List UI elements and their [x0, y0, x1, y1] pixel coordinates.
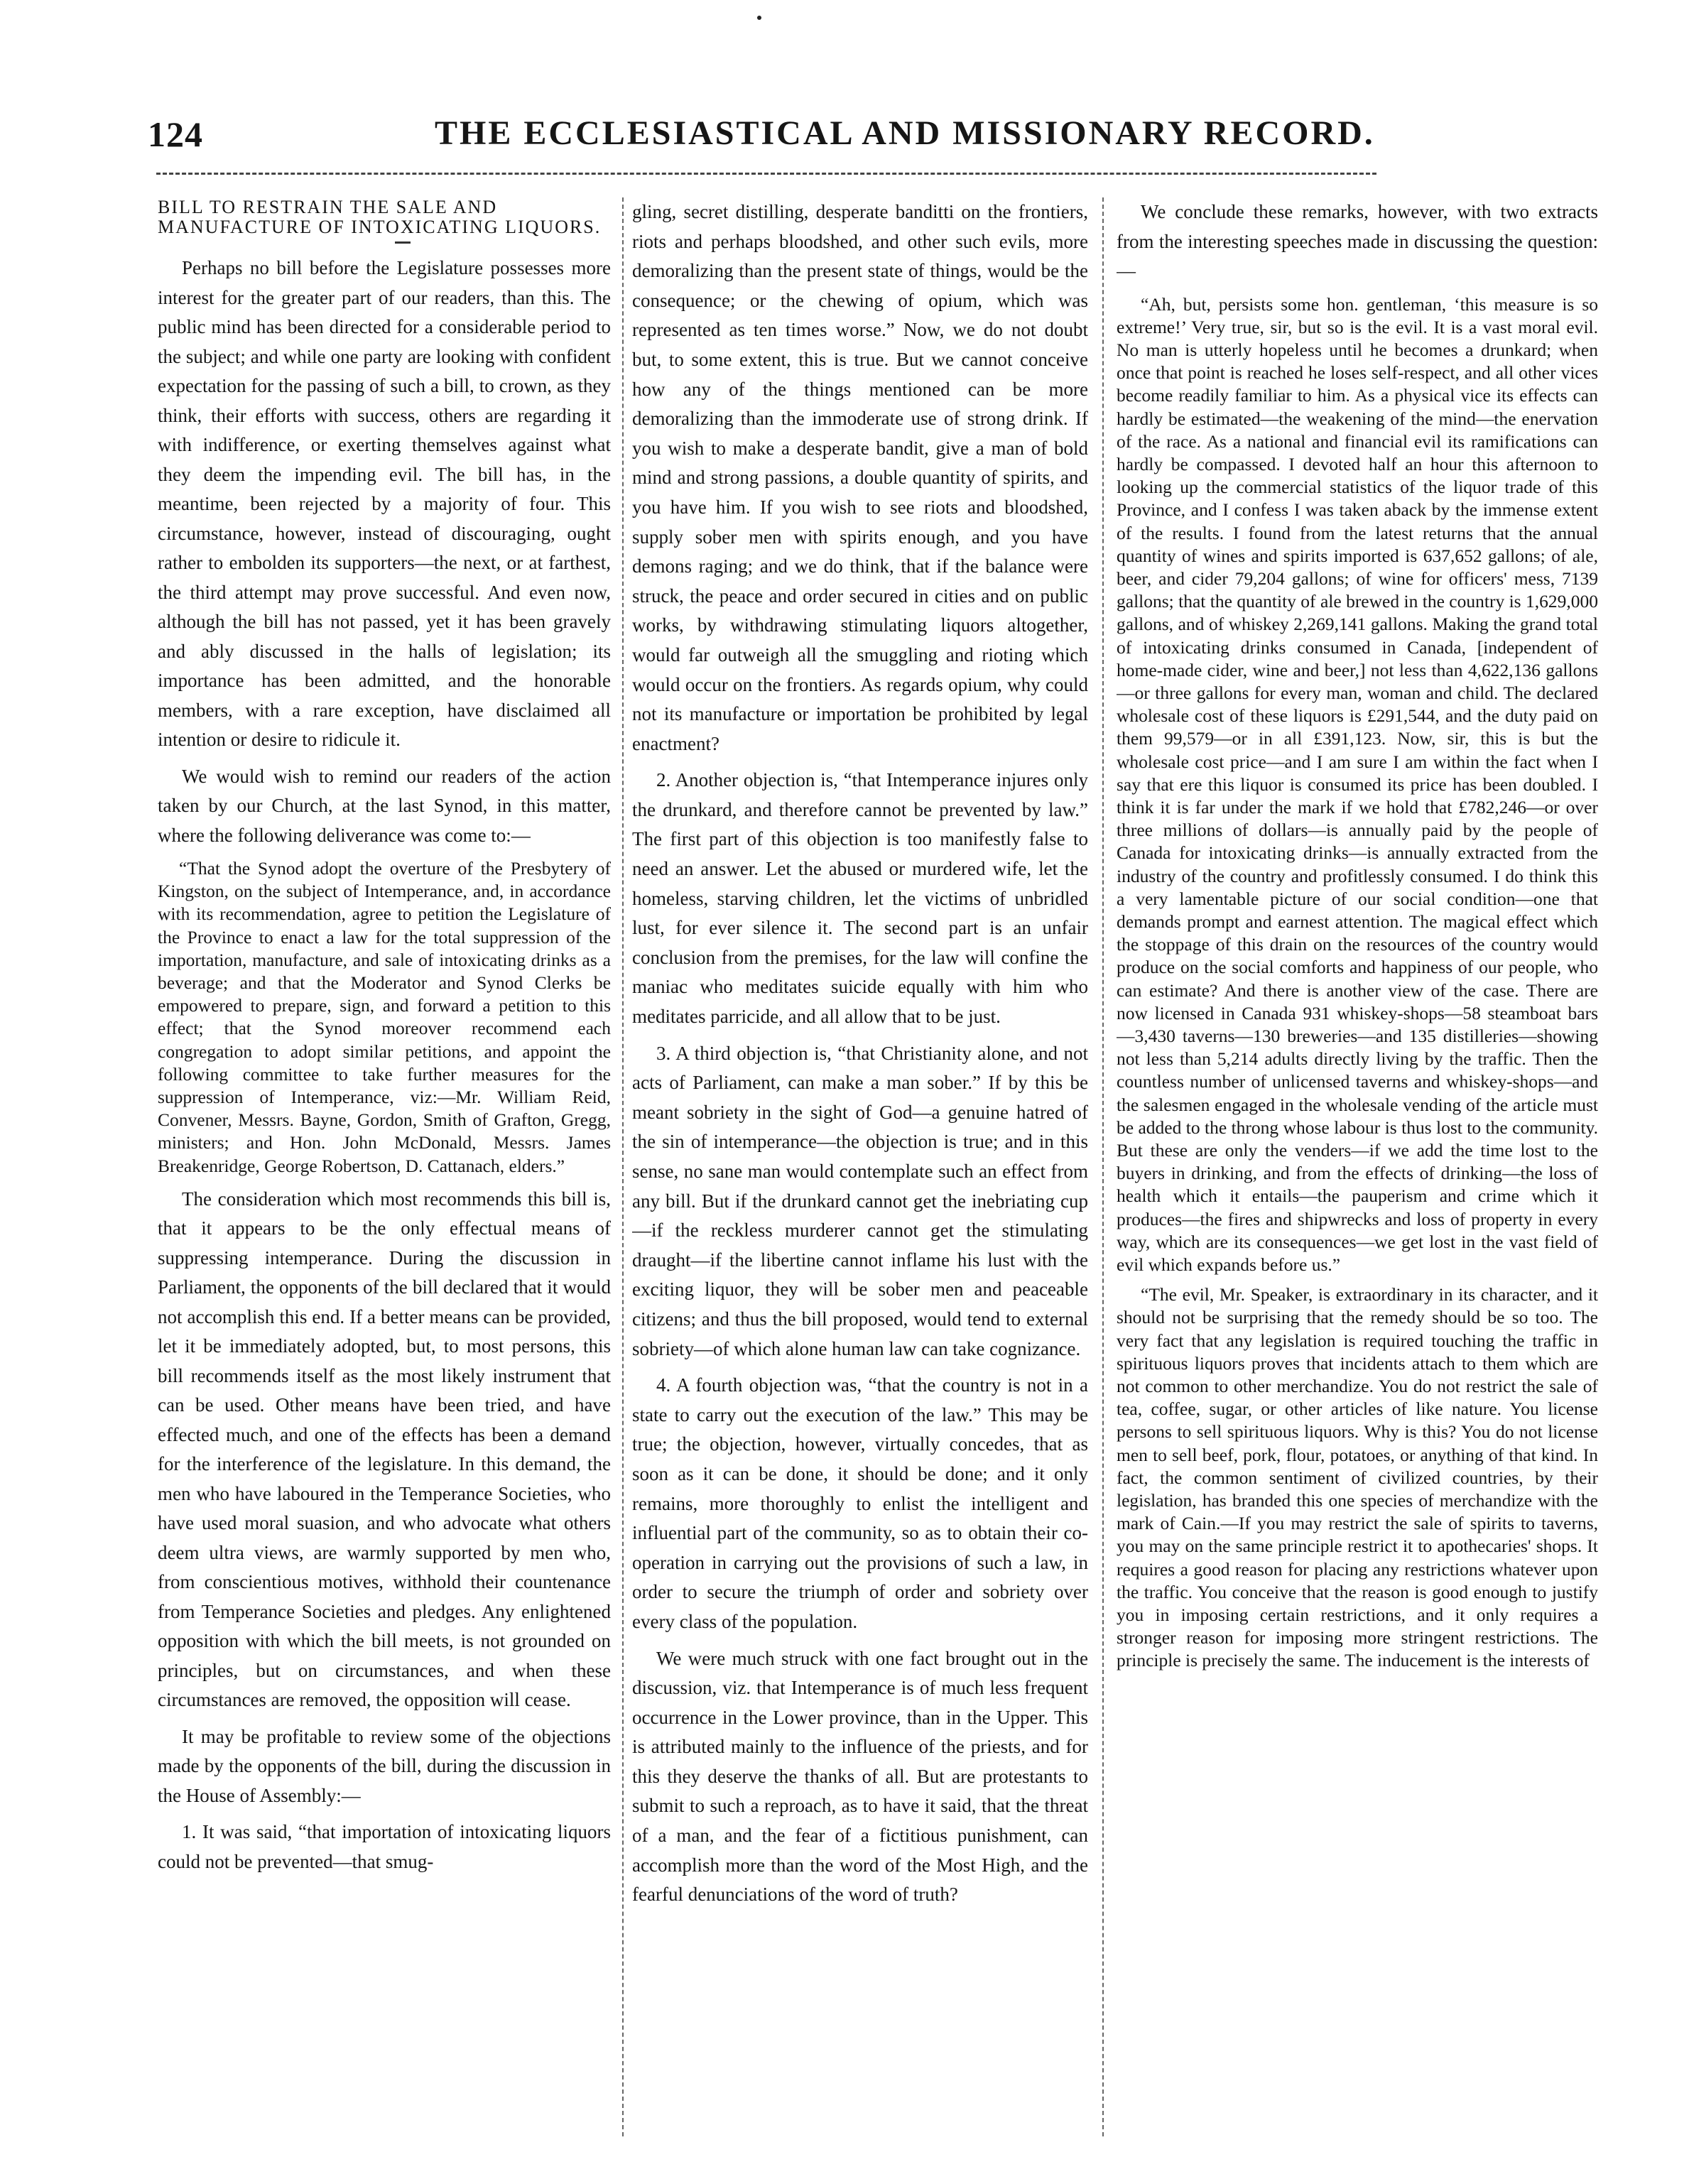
column-3 — [1117, 197, 1598, 2144]
column-rule — [1102, 197, 1104, 2136]
quote-paragraph: “Ah, but, persists some hon. gentleman, ‘this measure is so extreme!’ Very true, sir, but so is the evil. It is a vast moral evil. No man is utterly hopeless until he becomes a drunkard; when once that point is reached he loses self-respect, and all other vices become readily familiar to him. As a physical vice its effects can hardly be estimated—the weakening of the mind—the enervation of the race. As a national and financial evil its ramifications can hardly be compassed. I devoted half an hour this afternoon to looking up the commercial statistics of the liquor trade of this Province, and I confess I was taken aback by the immense extent of the results. I found from the latest returns that the annual quantity of wines and spirits imported is 637,652 gallons; of ale, beer, and cider 79,204 gallons; of wine for officers' mess, 7139 gallons; that the quantity of ale brewed in the country is 1,629,000 gallons, and of whiskey 2,269,141 gallons. Making the grand total of intoxicating drinks consumed in Canada, [independent of home-made cider, wine and beer,] not less than 4,622,136 gallons—or three gallons for every man, woman and child. The declared wholesale cost of these liquors is £291,544, and the duty paid on them 99,579—or in all £391,123. Now, sir, this is but the wholesale cost price—and I am sure I am within the fact when I say that ere this liquor is consumed its price has been doubled. I think it is far under the mark if we hold that £782,246—or over three millions of dollars—is annually paid by the people of Canada for intoxicating drinks—is annually extracted from the industry of the country and profitlessly consumed. I do think this a very lamentable picture of our social condition—one that demands prompt and earnest attention. The magical effect which the stoppage of this drain on the resources of the country would produce on the social comforts and happiness of our people, who can estimate? And there is another view of the case. There are now licensed in Canada 931 whiskey-shops—58 steamboat bars—3,430 taverns—130 breweries—and 135 distilleries—showing not less than 5,214 adults directly living by the traffic. Then the countless number of unlicensed taverns and whiskey-shops—and the salesmen engaged in the wholesale vending of the article must be added to the throng whose labour is thus lost to the community. But these are only the venders—if we add the time lost to the buyers in drinking, and from the effects of drinking—the loss of health which it entails—the pauperism and crime which it produces—the fires and shipwrecks and loss of property in every way, which are its consequences—we get lost in the vast field of evil which expands before us.” — [1117, 293, 1598, 1276]
running-head: THE ECCLESIASTICAL AND MISSIONARY RECORD. — [435, 114, 1375, 152]
speech-extract-1 — [1117, 293, 1598, 1277]
quote-paragraph: “The evil, Mr. Speaker, is extraordinary in its character, and it should not be surprising that the remedy should be so too. The very fact that any legislation is required touching the traffic in spirituous liquors proves that incidents attach to them which are not common to other merchandize. You do not restrict the sale of tea, coffee, sugar, or other articles of like nature. You license persons to sell spirituous liquors. Why is this? You do not license men to sell beef, pork, flour, potatoes, or anything of that kind. In fact, the common sentiment of civilized countries, by their legislation, has branded this one species of merchandize with the mark of Cain.—If you may restrict the sale of spirits to taverns, you may on the same principle restrict it to apothecaries' shops. It requires a good reason for placing any restrictions whatever upon the traffic. You conceive that the reason is good enough to justify you in imposing certain restrictions, and it only requires a stronger reason for imposing more stringent restrictions. The principle is precisely the same. The inducement is the interests of — [1117, 1284, 1598, 1671]
paragraph: 3. A third objection is, “that Christianity alone, and not acts of Parliament, can make a man sober.” If by this be meant sobriety in the sight of God—a genuine hatred of the sin of intemperance—the objection is true; and in this sense, no sane man would contemplate such an effect from any bill. But if the drunkard cannot get the inebriating cup—if the reckless murderer cannot get the stimulating draught—if the libertine cannot inflame his lust with the exciting liquor, they will be sober men and peaceable citizens; and thus the bill proposed, would tend to external sobriety—of which alone human law can take cognizance. — [632, 1042, 1088, 1359]
page-header — [148, 114, 1376, 163]
header-rule — [156, 173, 1376, 175]
quote-paragraph: “That the Synod adopt the overture of the Presbytery of Kingston, on the subject of Intemperance, and, in accordance with its recommendation, agree to petition the Legislature of the Province to enact a law for the total suppression of the importation, manufacture, and sale of intoxicating drinks as a beverage; and that the Moderator and Synod Clerks be empowered to prepare, sign, and forward a petition to this effect; that the Synod moreover recommend each congregation to adopt similar petitions, and appoint the following committee to take further measures for the suppression of Intemperance, viz:—Mr. William Reid, Convener, Messrs. Bayne, Gordon, Smith of Grafton, Gregg, ministers; and Hon. John McDonald, Messrs. James Breakenridge, George Robertson, D. Cattanach, elders.” — [158, 858, 611, 1176]
column-2 — [632, 197, 1088, 2144]
column-1 — [158, 197, 611, 2144]
paragraph: The consideration which most recommends this bill is, that it appears to be the only effectual means of suppressing intemperance. During the discussion in Parliament, the opponents of the bill declared that it would not accomplish this end. If a better means can be provided, let it be immediately adopted, but, to most persons, this bill recommends itself as the most likely instrument that can be used. Other means have been tried, and have effected much, and one of the effects has been a demand for the interference of the legislature. In this demand, the men who have laboured in the Temperance Societies, who have used moral suasion, and who advocate what others deem ultra views, are warmly supported by men who, from conscientious motives, withhold their countenance from Temperance Societies and pledges. Any enlightened opposition with which the bill meets, is not grounded on principles, but on circumstances, and when these circumstances are removed, the opposition will cease. — [158, 1188, 611, 1711]
synod-deliverance-quote — [158, 857, 611, 1178]
title-dash — [395, 241, 411, 244]
paragraph: 1. It was said, “that importation of intoxicating liquors could not be prevented—that smug- — [158, 1821, 611, 1872]
paragraph: We conclude these remarks, however, with two extracts from the interesting speeches made in discussing the question:— — [1117, 201, 1598, 281]
page-number: 124 — [148, 114, 203, 154]
speech-extract-2 — [1117, 1283, 1598, 1672]
paragraph: 4. A fourth objection was, “that the country is not in a state to carry out the execution of the law.” This may be true; the objection, however, virtually concedes, that as soon as it can be done, it should be done; and it only remains, more thoroughly to enlist the intelligent and influential part of the community, so as to obtain their co-operation in carrying out the provisions of such a law, in order to secure the triumph of order and sobriety over every class of the population. — [632, 1374, 1088, 1632]
paragraph: It may be profitable to review some of the objections made by the opponents of the bill, during the discussion in the House of Assembly:— — [158, 1725, 611, 1806]
paragraph-continued: gling, secret distilling, desperate banditti on the frontiers, riots and perhaps bloodshed, and other such evils, more demoralizing than the present state of things, would be the consequence; or the chewing of opium, which was represented as ten times worse.” Now, we do not doubt but, to some extent, this is true. But we cannot conceive how any of the things mentioned can be more demoralizing than the immoderate use of strong drink. If you wish to make a desperate bandit, give a man of bold mind and strong passions, a double quantity of spirits, and you have him. If you wish to see riots and bloodshed, supply sober men with spirits enough, and you have demons raging; and we do think, that if the balance were struck, the peace and order secured in cities and on public works, by withdrawing stimulating liquors altogether, would far outweigh all the smuggling and rioting which would occur on the frontiers. As regards opium, why could not its manufacture or importation be prohibited by legal enactment? — [632, 201, 1088, 754]
column-rule — [622, 197, 624, 2136]
paragraph: Perhaps no bill before the Legislature possesses more interest for the greater part of our readers, than this. The public mind has been directed for a considerable period to the subject; and while one party are looking with confident expectation for the passing of such a bill, to crown, as they think, their efforts with success, others are regarding it with indifference, or exerting themselves against what they deem the impending evil. The bill has, in the meantime, been rejected by a majority of four. This circumstance, however, instead of discouraging, ought rather to embolden its supporters—the next, or at farthest, the third attempt may prove successful. And even now, although the bill has not passed, yet it has been gravely and ably discussed in the halls of legislation; its importance has been admitted, and the honorable members, with a rare exception, have disclaimed all intention or desire to ridicule it. — [158, 257, 611, 750]
paragraph: We would wish to remind our readers of the action taken by our Church, at the last Synod, in this matter, where the following deliverance was come to:— — [158, 765, 611, 846]
article-title: BILL TO RESTRAIN THE SALE AND MANUFACTURE OF INTOXICATING LIQUORS. — [158, 197, 602, 237]
paragraph: 2. Another objection is, “that Intemperance injures only the drunkard, and therefore cannot be prevented by law.” The first part of this objection is too manifestly false to need an answer. Let the abused or murdered wife, let the homeless, starving children, let the victims of unbridled lust, for ever silence it. The second part is an unfair conclusion from the premises, for the law will confine the maniac who meditates suicide equally with him who meditates parricide, and all allow that to be just. — [632, 769, 1088, 1028]
paragraph: We were much struck with one fact brought out in the discussion, viz. that Intemperance is of much less frequent occurrence in the Lower province, than in the Upper. This is attributed mainly to the influence of the priests, and for this they deserve the thanks of all. But are protestants to submit to such a reproach, as to have it said, that the threat of a man, and the fear of a fictitious punishment, can accomplish more than the word of the Most High, and the fearful denunciations of the word of truth? — [632, 1647, 1088, 1906]
ink-speck — [757, 16, 761, 20]
